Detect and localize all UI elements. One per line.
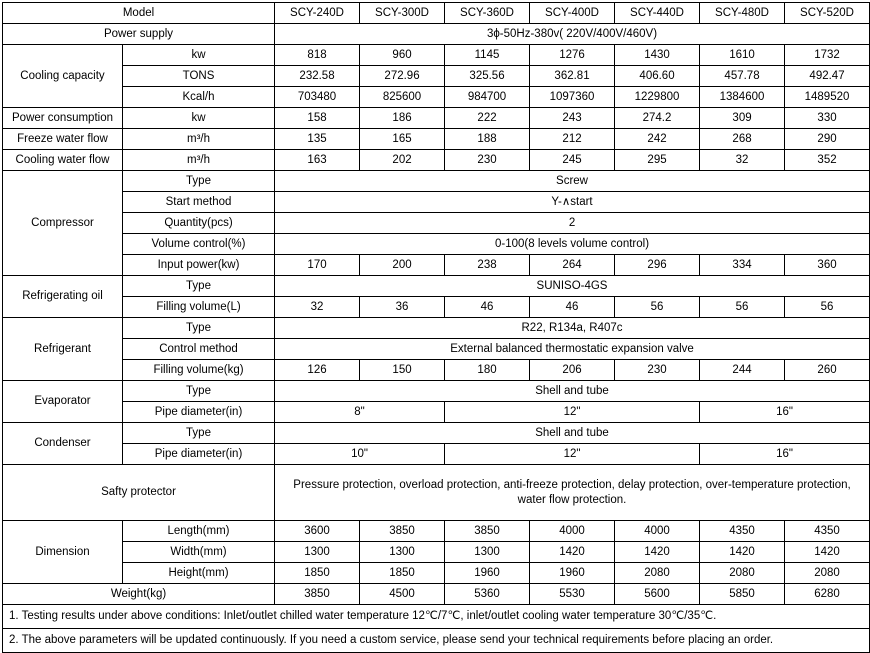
cell: 1732 [785, 45, 870, 66]
cell: 5530 [530, 584, 615, 605]
table-row-note-1 [3, 605, 870, 629]
cell: 334 [700, 255, 785, 276]
cooling-water-flow-label: Cooling water flow [3, 150, 123, 171]
compressor-quantity-label: Quantity(pcs) [123, 213, 275, 234]
cell: 56 [785, 297, 870, 318]
power-supply-value: 3ϕ-50Hz-380v( 220V/400V/460V) [275, 24, 870, 45]
cell: 260 [785, 360, 870, 381]
refrigerating-oil-label: Refrigerating oil [3, 276, 123, 318]
table-row-dimension-height [3, 563, 870, 584]
cell: 32 [275, 297, 360, 318]
cell: 274.2 [615, 108, 700, 129]
model-scy480d: SCY-480D [700, 3, 785, 24]
cell: 56 [615, 297, 700, 318]
evaporator-type-value: Shell and tube [275, 381, 870, 402]
cell: 268 [700, 129, 785, 150]
cell: 4000 [615, 521, 700, 542]
cell: 492.47 [785, 66, 870, 87]
cell: 1300 [275, 542, 360, 563]
table-row-evaporator-pipe [3, 402, 870, 423]
cell: 352 [785, 150, 870, 171]
cell: 4350 [700, 521, 785, 542]
compressor-volume-control-label: Volume control(%) [123, 234, 275, 255]
refrigerating-oil-type-value: SUNISO-4GS [275, 276, 870, 297]
note-2: 2. The above parameters will be updated continuously. If you need a custom service, please send your technical requirements before placing an order. [3, 629, 870, 653]
table-row-compressor-start-method [3, 192, 870, 213]
cell: 36 [360, 297, 445, 318]
cell: 200 [360, 255, 445, 276]
cell: 1276 [530, 45, 615, 66]
power-consumption-label: Power consumption [3, 108, 123, 129]
table-row-note-2 [3, 629, 870, 653]
dimension-width-label: Width(mm) [123, 542, 275, 563]
cell: 5360 [445, 584, 530, 605]
refrigerant-control-method-value: External balanced thermostatic expansion valve [275, 339, 870, 360]
table-row-model [3, 3, 870, 24]
cell: 3850 [445, 521, 530, 542]
evaporator-pipe-group-3: 16" [700, 402, 870, 423]
table-row-cooling-capacity-tons [3, 66, 870, 87]
cell: 272.96 [360, 66, 445, 87]
cell: 56 [700, 297, 785, 318]
evaporator-label: Evaporator [3, 381, 123, 423]
condenser-pipe-group-2: 12" [445, 444, 700, 465]
refrigerating-oil-type-label: Type [123, 276, 275, 297]
cell: 3850 [360, 521, 445, 542]
cell: 264 [530, 255, 615, 276]
cell: 230 [615, 360, 700, 381]
evaporator-pipe-group-2: 12" [445, 402, 700, 423]
cell: 825600 [360, 87, 445, 108]
cell: 362.81 [530, 66, 615, 87]
cell: 1489520 [785, 87, 870, 108]
cell: 135 [275, 129, 360, 150]
cell: 1145 [445, 45, 530, 66]
model-scy240d: SCY-240D [275, 3, 360, 24]
cell: 330 [785, 108, 870, 129]
cell: 206 [530, 360, 615, 381]
note-1: 1. Testing results under above conditions: Inlet/outlet chilled water temperature 12℃/7℃, inlet/outlet cooling water temperature 30℃/35℃. [3, 605, 870, 629]
cell: 1300 [445, 542, 530, 563]
cell: 243 [530, 108, 615, 129]
cell: 186 [360, 108, 445, 129]
model-scy300d: SCY-300D [360, 3, 445, 24]
table-row-refrigerant-type [3, 318, 870, 339]
table-row-cooling-capacity-kcal [3, 87, 870, 108]
cell: 212 [530, 129, 615, 150]
dimension-height-label: Height(mm) [123, 563, 275, 584]
cell: 1420 [700, 542, 785, 563]
model-scy400d: SCY-400D [530, 3, 615, 24]
cell: 170 [275, 255, 360, 276]
cell: 325.56 [445, 66, 530, 87]
table-row-refrigerating-oil-filling [3, 297, 870, 318]
cell: 1960 [530, 563, 615, 584]
condenser-pipe-group-3: 16" [700, 444, 870, 465]
cooling-water-flow-unit: m³/h [123, 150, 275, 171]
compressor-quantity-value: 2 [275, 213, 870, 234]
cell: 295 [615, 150, 700, 171]
cell: 244 [700, 360, 785, 381]
cell: 1610 [700, 45, 785, 66]
table-row-compressor-quantity [3, 213, 870, 234]
cell: 1850 [275, 563, 360, 584]
weight-label: Weight(kg) [3, 584, 275, 605]
model-header-label: Model [3, 3, 275, 24]
cell: 158 [275, 108, 360, 129]
table-row-power-consumption [3, 108, 870, 129]
dimension-label: Dimension [3, 521, 123, 584]
cell: 1960 [445, 563, 530, 584]
power-supply-label: Power supply [3, 24, 275, 45]
cell: 1097360 [530, 87, 615, 108]
model-scy360d: SCY-360D [445, 3, 530, 24]
refrigerant-type-value: R22, R134a, R407c [275, 318, 870, 339]
cell: 4500 [360, 584, 445, 605]
power-consumption-unit: kw [123, 108, 275, 129]
condenser-type-label: Type [123, 423, 275, 444]
compressor-label: Compressor [3, 171, 123, 276]
condenser-pipe-label: Pipe diameter(in) [123, 444, 275, 465]
compressor-start-method-label: Start method [123, 192, 275, 213]
cell: 6280 [785, 584, 870, 605]
compressor-type-value: Screw [275, 171, 870, 192]
cell: 126 [275, 360, 360, 381]
table-row-compressor-input-power [3, 255, 870, 276]
cell: 960 [360, 45, 445, 66]
cell: 984700 [445, 87, 530, 108]
cell: 46 [445, 297, 530, 318]
cell: 1850 [360, 563, 445, 584]
table-row-condenser-type [3, 423, 870, 444]
compressor-input-power-label: Input power(kw) [123, 255, 275, 276]
specification-table [2, 2, 870, 653]
cell: 703480 [275, 87, 360, 108]
cell: 360 [785, 255, 870, 276]
safety-protector-value: Pressure protection, overload protection, anti-freeze protection, delay protection, over-temperature protection, water flow protection. [275, 465, 870, 521]
table-row-condenser-pipe [3, 444, 870, 465]
cell: 2080 [615, 563, 700, 584]
table-row-power-supply [3, 24, 870, 45]
cooling-capacity-label: Cooling capacity [3, 45, 123, 108]
compressor-start-method-value: Y-∧start [275, 192, 870, 213]
cell: 1420 [785, 542, 870, 563]
cell: 222 [445, 108, 530, 129]
table-row-evaporator-type [3, 381, 870, 402]
table-row-refrigerant-control-method [3, 339, 870, 360]
freeze-water-flow-unit: m³/h [123, 129, 275, 150]
cell: 1384600 [700, 87, 785, 108]
cell: 230 [445, 150, 530, 171]
cell: 163 [275, 150, 360, 171]
cell: 4350 [785, 521, 870, 542]
cell: 1229800 [615, 87, 700, 108]
cell: 4000 [530, 521, 615, 542]
cell: 245 [530, 150, 615, 171]
cell: 3850 [275, 584, 360, 605]
cell: 309 [700, 108, 785, 129]
cell: 32 [700, 150, 785, 171]
freeze-water-flow-label: Freeze water flow [3, 129, 123, 150]
table-row-cooling-capacity-kw [3, 45, 870, 66]
table-row-compressor-volume-control [3, 234, 870, 255]
evaporator-pipe-group-1: 8" [275, 402, 445, 423]
cell: 1300 [360, 542, 445, 563]
cell: 232.58 [275, 66, 360, 87]
cell: 2080 [785, 563, 870, 584]
cell: 238 [445, 255, 530, 276]
refrigerant-label: Refrigerant [3, 318, 123, 381]
cell: 1420 [530, 542, 615, 563]
table-row-freeze-water-flow [3, 129, 870, 150]
cell: 290 [785, 129, 870, 150]
cell: 457.78 [700, 66, 785, 87]
table-row-safety-protector [3, 465, 870, 521]
compressor-volume-control-value: 0-100(8 levels volume control) [275, 234, 870, 255]
table-row-dimension-width [3, 542, 870, 563]
safety-protector-label: Safty protector [3, 465, 275, 521]
cell: 188 [445, 129, 530, 150]
cell: 46 [530, 297, 615, 318]
cell: 5600 [615, 584, 700, 605]
table-row-weight [3, 584, 870, 605]
evaporator-pipe-label: Pipe diameter(in) [123, 402, 275, 423]
evaporator-type-label: Type [123, 381, 275, 402]
table-row-refrigerating-oil-type [3, 276, 870, 297]
cell: 406.60 [615, 66, 700, 87]
cell: 2080 [700, 563, 785, 584]
cell: 242 [615, 129, 700, 150]
table-row-cooling-water-flow [3, 150, 870, 171]
cell: 3600 [275, 521, 360, 542]
table-row-refrigerant-filling [3, 360, 870, 381]
model-scy440d: SCY-440D [615, 3, 700, 24]
condenser-type-value: Shell and tube [275, 423, 870, 444]
cell: 296 [615, 255, 700, 276]
cell: 1420 [615, 542, 700, 563]
cell: 1430 [615, 45, 700, 66]
compressor-type-label: Type [123, 171, 275, 192]
cell: 150 [360, 360, 445, 381]
cooling-capacity-unit-tons: TONS [123, 66, 275, 87]
cooling-capacity-unit-kw: kw [123, 45, 275, 66]
cooling-capacity-unit-kcal: Kcal/h [123, 87, 275, 108]
cell: 180 [445, 360, 530, 381]
model-scy520d: SCY-520D [785, 3, 870, 24]
dimension-length-label: Length(mm) [123, 521, 275, 542]
cell: 5850 [700, 584, 785, 605]
refrigerant-filling-label: Filling volume(kg) [123, 360, 275, 381]
refrigerant-control-method-label: Control method [123, 339, 275, 360]
cell: 165 [360, 129, 445, 150]
condenser-pipe-group-1: 10" [275, 444, 445, 465]
table-row-dimension-length [3, 521, 870, 542]
cell: 818 [275, 45, 360, 66]
refrigerating-oil-filling-label: Filling volume(L) [123, 297, 275, 318]
cell: 202 [360, 150, 445, 171]
refrigerant-type-label: Type [123, 318, 275, 339]
table-row-compressor-type [3, 171, 870, 192]
condenser-label: Condenser [3, 423, 123, 465]
